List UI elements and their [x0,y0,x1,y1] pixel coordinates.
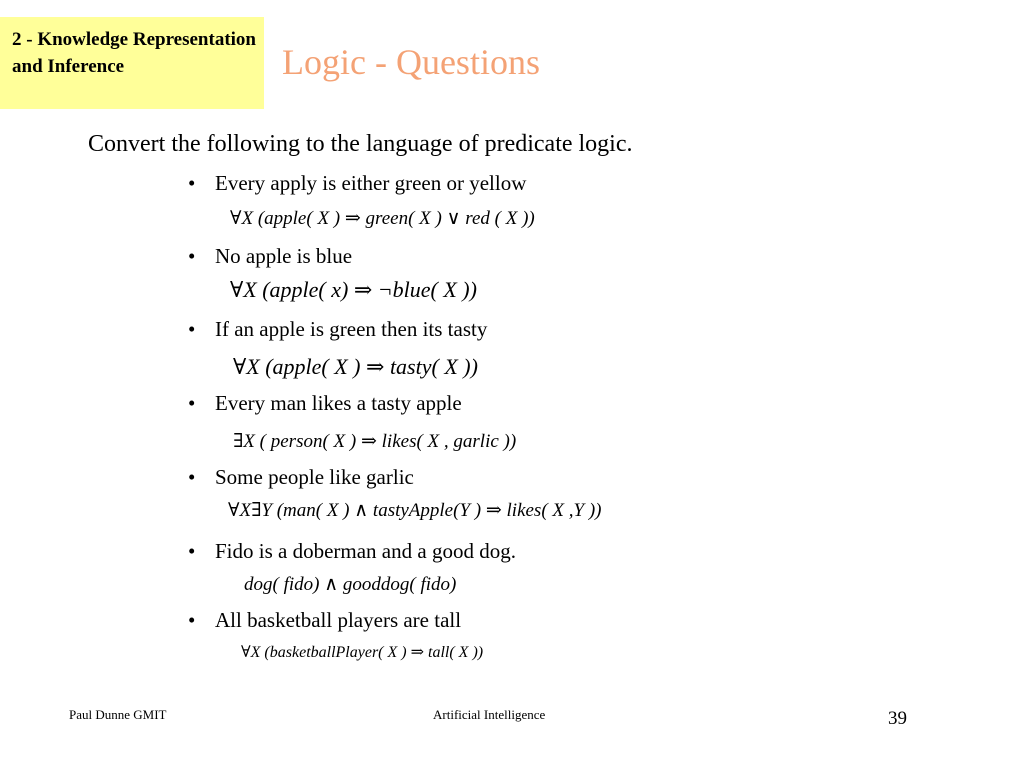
section-tag-box [0,17,264,109]
formula: ∀X (apple( X ) ⇒ tasty( X )) [233,354,478,379]
footer-course: Artificial Intelligence [433,707,546,722]
list-item [188,316,487,342]
bullet-marker: • [188,465,196,489]
item-text: Fido is a doberman and a good dog. [215,539,516,563]
list-item [188,390,462,416]
list-item [188,170,526,196]
section-tag-label: 2 - Knowledge Representation and Inference [12,29,256,77]
formula: ∃X ( person( X ) ⇒ likes( X , garlic )) [233,431,517,452]
footer-author: Paul Dunne GMIT [69,707,167,722]
item-text: Every man likes a tasty apple [215,391,462,415]
list-item [188,607,461,633]
item-text: Some people like garlic [215,465,414,489]
item-text: Every apply is either green or yellow [215,171,527,195]
formula: ∀X (apple( x) ⇒ ¬blue( X )) [230,277,477,302]
formula: ∀X (basketballPlayer( X ) ⇒ tall( X )) [241,644,484,661]
bullet-marker: • [188,171,196,195]
formula: dog( fido) ∧ gooddog( fido) [244,574,457,595]
bullet-marker: • [188,608,196,632]
list-item [188,243,352,269]
intro-text: Convert the following to the language of predicate logic. [88,131,633,157]
item-text: All basketball players are tall [215,608,462,632]
item-text: If an apple is green then its tasty [215,317,488,341]
page-number: 39 [888,708,907,729]
list-item [188,538,516,564]
bullet-marker: • [188,317,196,341]
bullet-marker: • [188,539,196,563]
formula: ∀X (apple( X ) ⇒ green( X ) ∨ red ( X )) [230,208,535,229]
slide-title: Logic - Questions [282,42,540,82]
formula: ∀X∃Y (man( X ) ∧ tastyApple(Y ) ⇒ likes( X ,Y )) [228,500,602,521]
list-item [188,464,414,490]
bullet-marker: • [188,391,196,415]
item-text: No apple is blue [215,244,353,268]
bullet-marker: • [188,244,196,268]
